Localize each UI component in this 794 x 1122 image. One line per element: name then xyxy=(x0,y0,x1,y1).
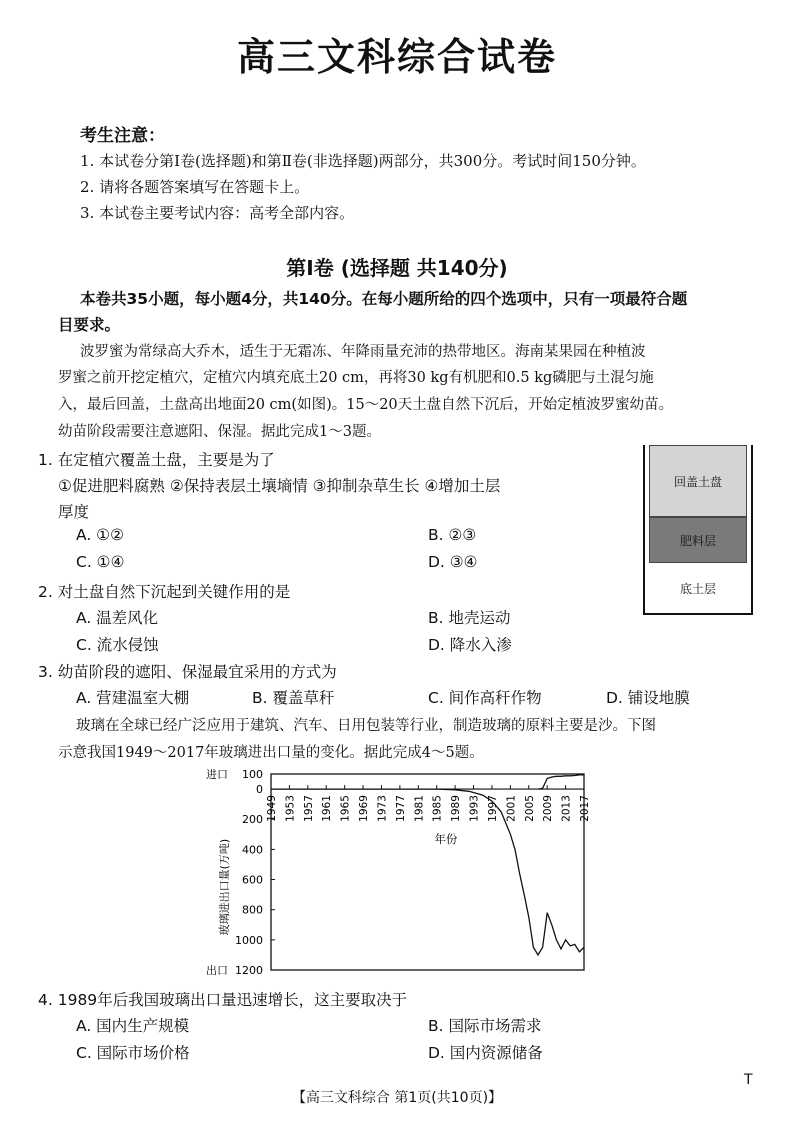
soil-layer-fertilizer: 肥料层 xyxy=(649,517,747,563)
import-label: 进口 xyxy=(206,768,228,781)
option-d: D. 国内资源储备 xyxy=(428,1044,543,1062)
y-tick-label: 0 xyxy=(256,783,263,797)
option-c: C. ①④ xyxy=(76,553,125,571)
y-tick-label: 1000 xyxy=(235,933,263,947)
corner-mark: T xyxy=(744,1072,753,1088)
x-tick-label: 1957 xyxy=(302,795,315,822)
option-a: A. ①② xyxy=(76,526,124,544)
option-c: C. 流水侵蚀 xyxy=(76,636,159,654)
y-tick-label: 200 xyxy=(242,813,263,827)
export-label: 出口 xyxy=(206,964,228,977)
question-1-items-cont: 厚度 xyxy=(58,503,90,521)
soil-diagram xyxy=(643,445,753,615)
option-d: D. 降水入渗 xyxy=(428,636,512,654)
x-tick-label: 1993 xyxy=(468,795,481,822)
notice-item: 2. 请将各题答案填写在答题卡上。 xyxy=(80,178,310,196)
question-3-stem: 3. 幼苗阶段的遮阳、保湿最宜采用的方式为 xyxy=(38,663,337,681)
passage1-line: 波罗蜜为常绿高大乔木，适生于无霜冻、年降雨量充沛的热带地区。海南某果园在种植波 xyxy=(80,344,646,360)
passage2-line: 玻璃在全球已经广泛应用于建筑、汽车、日用包装等行业，制造玻璃的原料主要是沙。下图 xyxy=(76,718,656,734)
question-4-stem: 4. 1989年后我国玻璃出口量迅速增长，这主要取决于 xyxy=(38,991,408,1009)
notice-heading: 考生注意： xyxy=(80,126,165,146)
notice-item: 3. 本试卷主要考试内容：高考全部内容。 xyxy=(80,204,355,222)
soil-layer-cover: 回盖土盘 xyxy=(649,445,747,517)
option-d: D. 铺设地膜 xyxy=(606,689,690,707)
y-tick-label: 100 xyxy=(242,768,263,781)
page-title: 高三文科综合试卷 xyxy=(236,35,557,79)
x-tick-label: 1997 xyxy=(486,795,499,822)
x-tick-label: 2017 xyxy=(579,795,591,822)
option-c: C. 间作高秆作物 xyxy=(428,689,542,707)
option-b: B. 覆盖草秆 xyxy=(252,689,335,707)
x-tick-label: 1981 xyxy=(413,795,426,822)
option-b: B. ②③ xyxy=(428,526,477,544)
section-intro-cont: 目要求。 xyxy=(58,316,121,334)
option-b: B. 地壳运动 xyxy=(428,609,511,627)
x-axis-label: 年份 xyxy=(434,832,458,847)
x-tick-label: 2013 xyxy=(560,795,573,822)
section-title: 第Ⅰ卷 (选择题 共140分) xyxy=(286,256,508,280)
glass-trade-chart xyxy=(196,764,616,980)
x-tick-label: 1989 xyxy=(450,795,463,822)
option-c: C. 国际市场价格 xyxy=(76,1044,190,1062)
option-b: B. 国际市场需求 xyxy=(428,1017,542,1035)
y-tick-label: 1200 xyxy=(235,964,263,977)
x-tick-label: 1985 xyxy=(431,795,444,822)
x-tick-label: 1961 xyxy=(321,795,334,822)
series-line-export xyxy=(271,789,584,955)
option-a: A. 国内生产规模 xyxy=(76,1017,190,1035)
chart-frame xyxy=(271,774,584,970)
notice-item: 1. 本试卷分第Ⅰ卷(选择题)和第Ⅱ卷(非选择题)两部分，共300分。考试时间150分钟。 xyxy=(80,152,646,170)
y-tick-label: 800 xyxy=(242,903,263,917)
x-tick-label: 1977 xyxy=(394,795,407,822)
question-1-stem: 1. 在定植穴覆盖土盘，主要是为了 xyxy=(38,451,275,469)
x-tick-label: 2009 xyxy=(542,795,555,822)
x-tick-label: 1953 xyxy=(284,795,297,822)
x-tick-label: 1973 xyxy=(376,795,389,822)
option-a: A. 温差风化 xyxy=(76,609,159,627)
x-tick-label: 2005 xyxy=(523,795,536,822)
passage1-line: 入，最后回盖，土盘高出地面20 cm(如图)。15～20天土盘自然下沉后，开始定植波罗蜜幼苗。 xyxy=(58,397,674,413)
y-axis-label: 玻璃进出口量(万吨) xyxy=(218,838,231,936)
passage1-line: 罗蜜之前开挖定植穴，定植穴内填充底土20 cm，再将30 kg有机肥和0.5 kg磷肥与土混匀施 xyxy=(58,370,654,386)
y-tick-label: 600 xyxy=(242,873,263,887)
y-tick-label: 400 xyxy=(242,843,263,857)
option-a: A. 营建温室大棚 xyxy=(76,689,190,707)
series-line-import xyxy=(538,775,584,789)
x-tick-label: 1965 xyxy=(339,795,352,822)
question-2-stem: 2. 对土盘自然下沉起到关键作用的是 xyxy=(38,583,291,601)
option-d: D. ③④ xyxy=(428,553,478,571)
x-tick-label: 2001 xyxy=(505,795,518,822)
passage2-line: 示意我国1949～2017年玻璃进出口量的变化。据此完成4～5题。 xyxy=(58,745,484,761)
x-tick-label: 1949 xyxy=(266,795,278,822)
page-footer: 【高三文科综合 第1页(共10页)】 xyxy=(291,1090,503,1106)
passage1-line: 幼苗阶段需要注意遮阳、保湿。据此完成1～3题。 xyxy=(58,424,381,440)
question-1-items: ①促进肥料腐熟 ②保持表层土壤墒情 ③抑制杂草生长 ④增加土层 xyxy=(58,477,501,495)
x-tick-label: 1969 xyxy=(358,795,371,822)
soil-layer-bottom: 底土层 xyxy=(649,563,747,613)
section-intro: 本卷共35小题，每小题4分，共140分。在每小题所给的四个选项中，只有一项最符合题 xyxy=(80,290,688,308)
